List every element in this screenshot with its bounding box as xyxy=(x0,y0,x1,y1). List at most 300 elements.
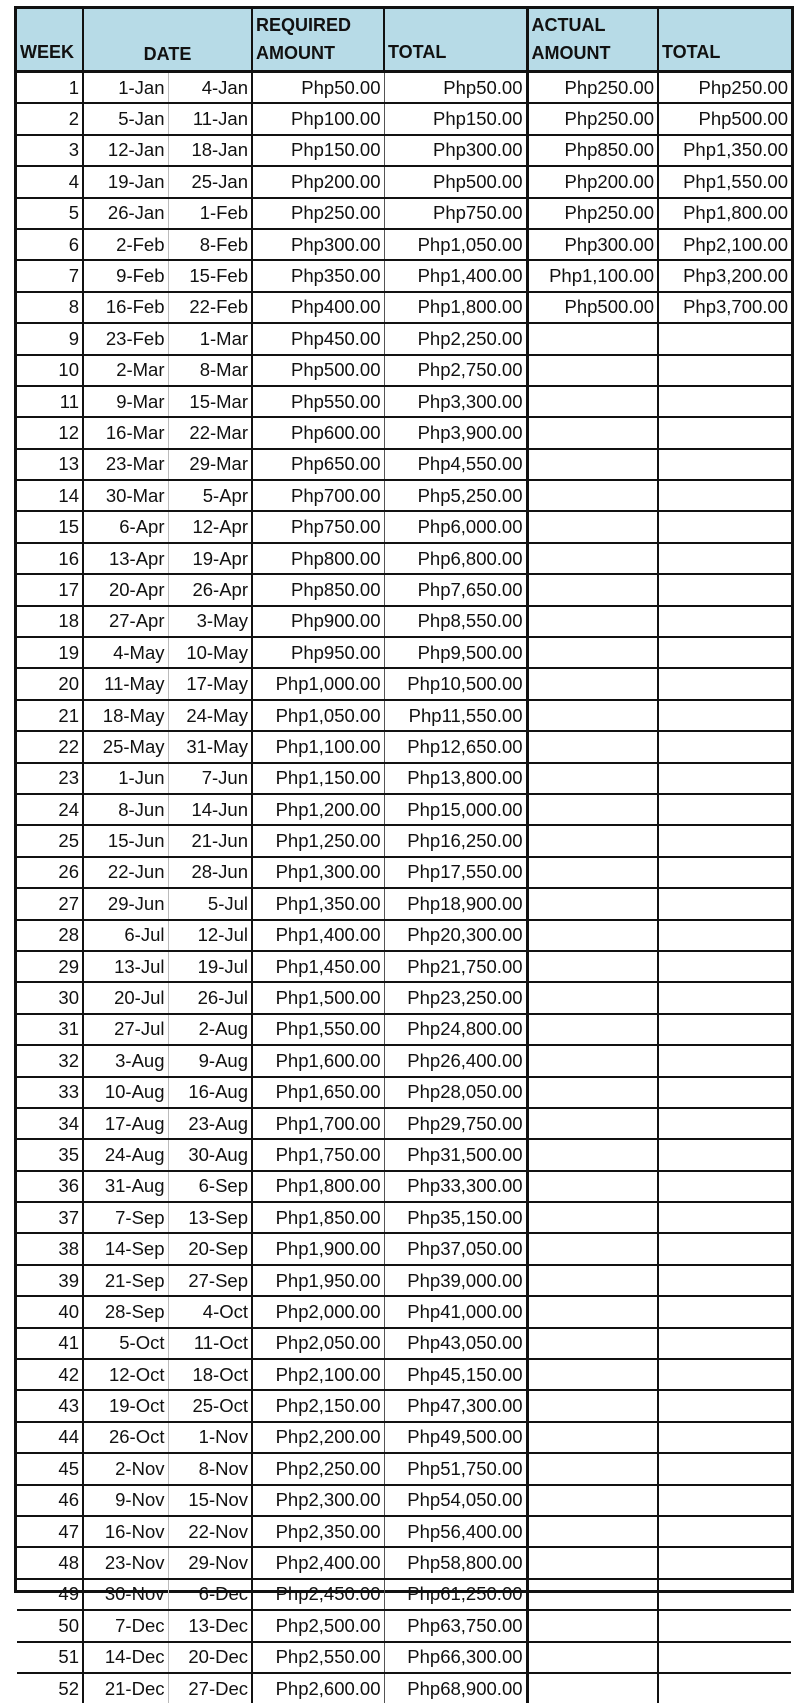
start-date-cell[interactable]: 9-Mar xyxy=(83,386,168,417)
start-date-cell[interactable]: 10-Aug xyxy=(83,1077,168,1108)
start-date-cell[interactable]: 13-Apr xyxy=(83,543,168,574)
start-date-cell[interactable]: 5-Oct xyxy=(83,1328,168,1359)
actual-total-cell[interactable] xyxy=(658,668,791,699)
end-date-cell[interactable]: 10-May xyxy=(168,637,252,668)
end-date-cell[interactable]: 27-Dec xyxy=(168,1673,252,1703)
end-date-cell[interactable]: 22-Mar xyxy=(168,417,252,448)
week-cell[interactable]: 6 xyxy=(17,229,83,260)
week-cell[interactable]: 35 xyxy=(17,1139,83,1170)
actual-amount-cell[interactable]: Php850.00 xyxy=(527,135,658,166)
required-total-cell[interactable]: Php35,150.00 xyxy=(384,1202,527,1233)
week-cell[interactable]: 8 xyxy=(17,292,83,323)
required-total-cell[interactable]: Php300.00 xyxy=(384,135,527,166)
start-date-cell[interactable]: 11-May xyxy=(83,668,168,699)
actual-total-cell[interactable] xyxy=(658,1485,791,1516)
actual-amount-cell[interactable] xyxy=(527,668,658,699)
end-date-cell[interactable]: 12-Apr xyxy=(168,511,252,542)
actual-total-cell[interactable] xyxy=(658,888,791,919)
week-cell[interactable]: 24 xyxy=(17,794,83,825)
start-date-cell[interactable]: 4-May xyxy=(83,637,168,668)
required-total-cell[interactable]: Php56,400.00 xyxy=(384,1516,527,1547)
actual-total-cell[interactable]: Php1,800.00 xyxy=(658,198,791,229)
end-date-cell[interactable]: 6-Dec xyxy=(168,1579,252,1610)
start-date-cell[interactable]: 2-Mar xyxy=(83,355,168,386)
actual-amount-cell[interactable]: Php200.00 xyxy=(527,166,658,197)
start-date-cell[interactable]: 26-Jan xyxy=(83,198,168,229)
actual-total-cell[interactable] xyxy=(658,480,791,511)
week-cell[interactable]: 41 xyxy=(17,1328,83,1359)
required-amount-cell[interactable]: Php1,900.00 xyxy=(252,1233,384,1264)
actual-total-cell[interactable] xyxy=(658,1202,791,1233)
required-total-cell[interactable]: Php8,550.00 xyxy=(384,606,527,637)
actual-amount-cell[interactable] xyxy=(527,763,658,794)
end-date-cell[interactable]: 8-Nov xyxy=(168,1453,252,1484)
week-cell[interactable]: 44 xyxy=(17,1422,83,1453)
required-total-cell[interactable]: Php47,300.00 xyxy=(384,1390,527,1421)
required-amount-cell[interactable]: Php1,350.00 xyxy=(252,888,384,919)
start-date-cell[interactable]: 30-Mar xyxy=(83,480,168,511)
required-total-cell[interactable]: Php2,250.00 xyxy=(384,323,527,354)
end-date-cell[interactable]: 3-May xyxy=(168,606,252,637)
end-date-cell[interactable]: 15-Feb xyxy=(168,260,252,291)
actual-amount-cell[interactable] xyxy=(527,951,658,982)
required-amount-cell[interactable]: Php400.00 xyxy=(252,292,384,323)
start-date-cell[interactable]: 3-Aug xyxy=(83,1045,168,1076)
actual-amount-cell[interactable] xyxy=(527,1265,658,1296)
week-cell[interactable]: 10 xyxy=(17,355,83,386)
start-date-cell[interactable]: 2-Feb xyxy=(83,229,168,260)
actual-total-cell[interactable] xyxy=(658,1233,791,1264)
actual-amount-cell[interactable] xyxy=(527,1547,658,1578)
end-date-cell[interactable]: 15-Nov xyxy=(168,1485,252,1516)
required-total-cell[interactable]: Php7,650.00 xyxy=(384,574,527,605)
required-amount-cell[interactable]: Php1,800.00 xyxy=(252,1171,384,1202)
end-date-cell[interactable]: 12-Jul xyxy=(168,920,252,951)
week-cell[interactable]: 2 xyxy=(17,103,83,134)
start-date-cell[interactable]: 20-Apr xyxy=(83,574,168,605)
actual-total-cell[interactable]: Php3,700.00 xyxy=(658,292,791,323)
required-amount-cell[interactable]: Php200.00 xyxy=(252,166,384,197)
end-date-cell[interactable]: 5-Apr xyxy=(168,480,252,511)
actual-total-cell[interactable] xyxy=(658,543,791,574)
actual-amount-cell[interactable]: Php250.00 xyxy=(527,103,658,134)
actual-total-cell[interactable] xyxy=(658,1642,791,1673)
required-amount-cell[interactable]: Php50.00 xyxy=(252,72,384,104)
required-amount-cell[interactable]: Php700.00 xyxy=(252,480,384,511)
required-total-cell[interactable]: Php41,000.00 xyxy=(384,1296,527,1327)
required-total-cell[interactable]: Php31,500.00 xyxy=(384,1139,527,1170)
required-total-cell[interactable]: Php63,750.00 xyxy=(384,1610,527,1641)
start-date-cell[interactable]: 25-May xyxy=(83,731,168,762)
week-cell[interactable]: 32 xyxy=(17,1045,83,1076)
required-amount-cell[interactable]: Php2,250.00 xyxy=(252,1453,384,1484)
end-date-cell[interactable]: 22-Nov xyxy=(168,1516,252,1547)
required-amount-cell[interactable]: Php250.00 xyxy=(252,198,384,229)
actual-amount-cell[interactable] xyxy=(527,1359,658,1390)
required-total-cell[interactable]: Php49,500.00 xyxy=(384,1422,527,1453)
actual-total-cell[interactable] xyxy=(658,1296,791,1327)
week-cell[interactable]: 17 xyxy=(17,574,83,605)
week-cell[interactable]: 20 xyxy=(17,668,83,699)
required-total-cell[interactable]: Php1,800.00 xyxy=(384,292,527,323)
week-cell[interactable]: 33 xyxy=(17,1077,83,1108)
actual-amount-cell[interactable] xyxy=(527,417,658,448)
required-amount-cell[interactable]: Php2,350.00 xyxy=(252,1516,384,1547)
actual-amount-cell[interactable] xyxy=(527,1642,658,1673)
actual-total-cell[interactable] xyxy=(658,574,791,605)
start-date-cell[interactable]: 16-Feb xyxy=(83,292,168,323)
required-total-cell[interactable]: Php39,000.00 xyxy=(384,1265,527,1296)
start-date-cell[interactable]: 5-Jan xyxy=(83,103,168,134)
end-date-cell[interactable]: 13-Dec xyxy=(168,1610,252,1641)
start-date-cell[interactable]: 9-Feb xyxy=(83,260,168,291)
required-amount-cell[interactable]: Php1,150.00 xyxy=(252,763,384,794)
week-cell[interactable]: 14 xyxy=(17,480,83,511)
end-date-cell[interactable]: 30-Aug xyxy=(168,1139,252,1170)
end-date-cell[interactable]: 25-Jan xyxy=(168,166,252,197)
start-date-cell[interactable]: 16-Nov xyxy=(83,1516,168,1547)
start-date-cell[interactable]: 19-Oct xyxy=(83,1390,168,1421)
start-date-cell[interactable]: 13-Jul xyxy=(83,951,168,982)
actual-amount-cell[interactable] xyxy=(527,982,658,1013)
actual-amount-cell[interactable] xyxy=(527,1014,658,1045)
end-date-cell[interactable]: 23-Aug xyxy=(168,1108,252,1139)
start-date-cell[interactable]: 21-Dec xyxy=(83,1673,168,1703)
required-total-cell[interactable]: Php15,000.00 xyxy=(384,794,527,825)
end-date-cell[interactable]: 26-Jul xyxy=(168,982,252,1013)
required-total-cell[interactable]: Php26,400.00 xyxy=(384,1045,527,1076)
end-date-cell[interactable]: 16-Aug xyxy=(168,1077,252,1108)
actual-amount-cell[interactable] xyxy=(527,825,658,856)
week-cell[interactable]: 45 xyxy=(17,1453,83,1484)
week-cell[interactable]: 4 xyxy=(17,166,83,197)
required-amount-cell[interactable]: Php1,400.00 xyxy=(252,920,384,951)
required-amount-cell[interactable]: Php2,500.00 xyxy=(252,1610,384,1641)
week-cell[interactable]: 51 xyxy=(17,1642,83,1673)
start-date-cell[interactable]: 31-Aug xyxy=(83,1171,168,1202)
actual-amount-cell[interactable]: Php300.00 xyxy=(527,229,658,260)
actual-total-cell[interactable] xyxy=(658,1547,791,1578)
end-date-cell[interactable]: 1-Feb xyxy=(168,198,252,229)
week-cell[interactable]: 29 xyxy=(17,951,83,982)
actual-total-cell[interactable] xyxy=(658,1579,791,1610)
required-total-cell[interactable]: Php24,800.00 xyxy=(384,1014,527,1045)
week-cell[interactable]: 25 xyxy=(17,825,83,856)
actual-total-cell[interactable] xyxy=(658,920,791,951)
end-date-cell[interactable]: 4-Oct xyxy=(168,1296,252,1327)
required-total-cell[interactable]: Php61,250.00 xyxy=(384,1579,527,1610)
start-date-cell[interactable]: 7-Sep xyxy=(83,1202,168,1233)
required-total-cell[interactable]: Php6,000.00 xyxy=(384,511,527,542)
required-total-cell[interactable]: Php11,550.00 xyxy=(384,700,527,731)
week-cell[interactable]: 11 xyxy=(17,386,83,417)
end-date-cell[interactable]: 1-Mar xyxy=(168,323,252,354)
actual-amount-cell[interactable] xyxy=(527,1045,658,1076)
end-date-cell[interactable]: 18-Oct xyxy=(168,1359,252,1390)
actual-total-cell[interactable] xyxy=(658,449,791,480)
end-date-cell[interactable]: 28-Jun xyxy=(168,857,252,888)
actual-amount-cell[interactable] xyxy=(527,511,658,542)
actual-total-cell[interactable] xyxy=(658,1077,791,1108)
actual-amount-cell[interactable] xyxy=(527,449,658,480)
start-date-cell[interactable]: 6-Apr xyxy=(83,511,168,542)
required-amount-cell[interactable]: Php950.00 xyxy=(252,637,384,668)
start-date-cell[interactable]: 8-Jun xyxy=(83,794,168,825)
actual-amount-cell[interactable] xyxy=(527,1485,658,1516)
required-amount-cell[interactable]: Php2,100.00 xyxy=(252,1359,384,1390)
week-cell[interactable]: 21 xyxy=(17,700,83,731)
required-total-cell[interactable]: Php66,300.00 xyxy=(384,1642,527,1673)
required-amount-cell[interactable]: Php2,000.00 xyxy=(252,1296,384,1327)
actual-total-cell[interactable] xyxy=(658,417,791,448)
required-amount-cell[interactable]: Php500.00 xyxy=(252,355,384,386)
required-total-cell[interactable]: Php1,050.00 xyxy=(384,229,527,260)
week-cell[interactable]: 3 xyxy=(17,135,83,166)
end-date-cell[interactable]: 18-Jan xyxy=(168,135,252,166)
actual-total-cell[interactable]: Php1,350.00 xyxy=(658,135,791,166)
actual-total-cell[interactable] xyxy=(658,1516,791,1547)
actual-amount-cell[interactable] xyxy=(527,1579,658,1610)
actual-total-cell[interactable] xyxy=(658,1108,791,1139)
end-date-cell[interactable]: 11-Oct xyxy=(168,1328,252,1359)
required-total-cell[interactable]: Php6,800.00 xyxy=(384,543,527,574)
actual-total-cell[interactable] xyxy=(658,606,791,637)
start-date-cell[interactable]: 20-Jul xyxy=(83,982,168,1013)
start-date-cell[interactable]: 30-Nov xyxy=(83,1579,168,1610)
actual-total-cell[interactable] xyxy=(658,1673,791,1703)
required-amount-cell[interactable]: Php2,050.00 xyxy=(252,1328,384,1359)
actual-total-cell[interactable] xyxy=(658,825,791,856)
required-total-cell[interactable]: Php1,400.00 xyxy=(384,260,527,291)
actual-amount-cell[interactable]: Php250.00 xyxy=(527,198,658,229)
required-amount-cell[interactable]: Php1,550.00 xyxy=(252,1014,384,1045)
required-amount-cell[interactable]: Php2,600.00 xyxy=(252,1673,384,1703)
week-cell[interactable]: 15 xyxy=(17,511,83,542)
required-total-cell[interactable]: Php150.00 xyxy=(384,103,527,134)
required-total-cell[interactable]: Php45,150.00 xyxy=(384,1359,527,1390)
actual-total-cell[interactable] xyxy=(658,1045,791,1076)
actual-amount-cell[interactable] xyxy=(527,1422,658,1453)
actual-total-cell[interactable] xyxy=(658,386,791,417)
actual-amount-cell[interactable]: Php1,100.00 xyxy=(527,260,658,291)
end-date-cell[interactable]: 15-Mar xyxy=(168,386,252,417)
start-date-cell[interactable]: 27-Apr xyxy=(83,606,168,637)
required-total-cell[interactable]: Php33,300.00 xyxy=(384,1171,527,1202)
week-cell[interactable]: 27 xyxy=(17,888,83,919)
required-total-cell[interactable]: Php54,050.00 xyxy=(384,1485,527,1516)
required-amount-cell[interactable]: Php650.00 xyxy=(252,449,384,480)
actual-total-cell[interactable] xyxy=(658,1014,791,1045)
actual-amount-cell[interactable] xyxy=(527,1108,658,1139)
required-total-cell[interactable]: Php58,800.00 xyxy=(384,1547,527,1578)
required-total-cell[interactable]: Php16,250.00 xyxy=(384,825,527,856)
required-total-cell[interactable]: Php3,900.00 xyxy=(384,417,527,448)
week-cell[interactable]: 28 xyxy=(17,920,83,951)
week-cell[interactable]: 13 xyxy=(17,449,83,480)
actual-amount-cell[interactable] xyxy=(527,1139,658,1170)
required-amount-cell[interactable]: Php850.00 xyxy=(252,574,384,605)
required-amount-cell[interactable]: Php1,200.00 xyxy=(252,794,384,825)
actual-amount-cell[interactable] xyxy=(527,1516,658,1547)
end-date-cell[interactable]: 19-Jul xyxy=(168,951,252,982)
start-date-cell[interactable]: 19-Jan xyxy=(83,166,168,197)
end-date-cell[interactable]: 9-Aug xyxy=(168,1045,252,1076)
actual-amount-cell[interactable] xyxy=(527,323,658,354)
actual-amount-cell[interactable] xyxy=(527,480,658,511)
week-cell[interactable]: 36 xyxy=(17,1171,83,1202)
required-amount-cell[interactable]: Php1,600.00 xyxy=(252,1045,384,1076)
start-date-cell[interactable]: 6-Jul xyxy=(83,920,168,951)
required-amount-cell[interactable]: Php1,050.00 xyxy=(252,700,384,731)
actual-total-cell[interactable] xyxy=(658,1265,791,1296)
start-date-cell[interactable]: 14-Sep xyxy=(83,1233,168,1264)
required-amount-cell[interactable]: Php600.00 xyxy=(252,417,384,448)
required-amount-cell[interactable]: Php2,200.00 xyxy=(252,1422,384,1453)
start-date-cell[interactable]: 21-Sep xyxy=(83,1265,168,1296)
required-amount-cell[interactable]: Php2,400.00 xyxy=(252,1547,384,1578)
start-date-cell[interactable]: 28-Sep xyxy=(83,1296,168,1327)
actual-amount-cell[interactable]: Php250.00 xyxy=(527,72,658,104)
end-date-cell[interactable]: 6-Sep xyxy=(168,1171,252,1202)
start-date-cell[interactable]: 1-Jan xyxy=(83,72,168,104)
end-date-cell[interactable]: 13-Sep xyxy=(168,1202,252,1233)
required-amount-cell[interactable]: Php750.00 xyxy=(252,511,384,542)
end-date-cell[interactable]: 8-Mar xyxy=(168,355,252,386)
required-total-cell[interactable]: Php21,750.00 xyxy=(384,951,527,982)
week-cell[interactable]: 22 xyxy=(17,731,83,762)
actual-amount-cell[interactable] xyxy=(527,1202,658,1233)
end-date-cell[interactable]: 4-Jan xyxy=(168,72,252,104)
required-amount-cell[interactable]: Php150.00 xyxy=(252,135,384,166)
start-date-cell[interactable]: 2-Nov xyxy=(83,1453,168,1484)
week-cell[interactable]: 12 xyxy=(17,417,83,448)
end-date-cell[interactable]: 20-Dec xyxy=(168,1642,252,1673)
end-date-cell[interactable]: 24-May xyxy=(168,700,252,731)
end-date-cell[interactable]: 11-Jan xyxy=(168,103,252,134)
week-cell[interactable]: 19 xyxy=(17,637,83,668)
week-cell[interactable]: 7 xyxy=(17,260,83,291)
required-total-cell[interactable]: Php2,750.00 xyxy=(384,355,527,386)
start-date-cell[interactable]: 23-Mar xyxy=(83,449,168,480)
start-date-cell[interactable]: 23-Feb xyxy=(83,323,168,354)
week-cell[interactable]: 18 xyxy=(17,606,83,637)
end-date-cell[interactable]: 7-Jun xyxy=(168,763,252,794)
required-total-cell[interactable]: Php23,250.00 xyxy=(384,982,527,1013)
week-cell[interactable]: 31 xyxy=(17,1014,83,1045)
required-amount-cell[interactable]: Php1,450.00 xyxy=(252,951,384,982)
week-cell[interactable]: 37 xyxy=(17,1202,83,1233)
required-total-cell[interactable]: Php5,250.00 xyxy=(384,480,527,511)
end-date-cell[interactable]: 5-Jul xyxy=(168,888,252,919)
start-date-cell[interactable]: 23-Nov xyxy=(83,1547,168,1578)
required-amount-cell[interactable]: Php1,000.00 xyxy=(252,668,384,699)
end-date-cell[interactable]: 2-Aug xyxy=(168,1014,252,1045)
end-date-cell[interactable]: 22-Feb xyxy=(168,292,252,323)
actual-amount-cell[interactable] xyxy=(527,1077,658,1108)
week-cell[interactable]: 5 xyxy=(17,198,83,229)
required-amount-cell[interactable]: Php2,450.00 xyxy=(252,1579,384,1610)
start-date-cell[interactable]: 27-Jul xyxy=(83,1014,168,1045)
required-total-cell[interactable]: Php37,050.00 xyxy=(384,1233,527,1264)
required-amount-cell[interactable]: Php100.00 xyxy=(252,103,384,134)
week-cell[interactable]: 48 xyxy=(17,1547,83,1578)
required-amount-cell[interactable]: Php1,500.00 xyxy=(252,982,384,1013)
actual-total-cell[interactable] xyxy=(658,637,791,668)
actual-amount-cell[interactable] xyxy=(527,700,658,731)
start-date-cell[interactable]: 17-Aug xyxy=(83,1108,168,1139)
week-cell[interactable]: 9 xyxy=(17,323,83,354)
required-amount-cell[interactable]: Php550.00 xyxy=(252,386,384,417)
required-amount-cell[interactable]: Php1,250.00 xyxy=(252,825,384,856)
start-date-cell[interactable]: 29-Jun xyxy=(83,888,168,919)
actual-amount-cell[interactable] xyxy=(527,355,658,386)
week-cell[interactable]: 43 xyxy=(17,1390,83,1421)
end-date-cell[interactable]: 31-May xyxy=(168,731,252,762)
end-date-cell[interactable]: 27-Sep xyxy=(168,1265,252,1296)
actual-amount-cell[interactable] xyxy=(527,386,658,417)
actual-total-cell[interactable] xyxy=(658,1610,791,1641)
required-total-cell[interactable]: Php29,750.00 xyxy=(384,1108,527,1139)
required-amount-cell[interactable]: Php1,100.00 xyxy=(252,731,384,762)
actual-amount-cell[interactable] xyxy=(527,606,658,637)
week-cell[interactable]: 39 xyxy=(17,1265,83,1296)
start-date-cell[interactable]: 18-May xyxy=(83,700,168,731)
week-cell[interactable]: 50 xyxy=(17,1610,83,1641)
required-amount-cell[interactable]: Php800.00 xyxy=(252,543,384,574)
required-total-cell[interactable]: Php4,550.00 xyxy=(384,449,527,480)
actual-total-cell[interactable] xyxy=(658,794,791,825)
required-total-cell[interactable]: Php13,800.00 xyxy=(384,763,527,794)
required-total-cell[interactable]: Php50.00 xyxy=(384,72,527,104)
required-total-cell[interactable]: Php68,900.00 xyxy=(384,1673,527,1703)
end-date-cell[interactable]: 14-Jun xyxy=(168,794,252,825)
actual-total-cell[interactable] xyxy=(658,763,791,794)
actual-total-cell[interactable] xyxy=(658,700,791,731)
actual-total-cell[interactable] xyxy=(658,1453,791,1484)
required-total-cell[interactable]: Php9,500.00 xyxy=(384,637,527,668)
actual-amount-cell[interactable] xyxy=(527,543,658,574)
end-date-cell[interactable]: 19-Apr xyxy=(168,543,252,574)
start-date-cell[interactable]: 1-Jun xyxy=(83,763,168,794)
required-amount-cell[interactable]: Php1,850.00 xyxy=(252,1202,384,1233)
actual-amount-cell[interactable] xyxy=(527,574,658,605)
actual-amount-cell[interactable] xyxy=(527,1328,658,1359)
start-date-cell[interactable]: 14-Dec xyxy=(83,1642,168,1673)
actual-amount-cell[interactable]: Php500.00 xyxy=(527,292,658,323)
actual-total-cell[interactable]: Php500.00 xyxy=(658,103,791,134)
required-total-cell[interactable]: Php20,300.00 xyxy=(384,920,527,951)
actual-amount-cell[interactable] xyxy=(527,1673,658,1703)
actual-amount-cell[interactable] xyxy=(527,1171,658,1202)
actual-total-cell[interactable] xyxy=(658,857,791,888)
week-cell[interactable]: 49 xyxy=(17,1579,83,1610)
actual-total-cell[interactable] xyxy=(658,731,791,762)
required-total-cell[interactable]: Php3,300.00 xyxy=(384,386,527,417)
actual-total-cell[interactable]: Php3,200.00 xyxy=(658,260,791,291)
required-total-cell[interactable]: Php28,050.00 xyxy=(384,1077,527,1108)
week-cell[interactable]: 1 xyxy=(17,72,83,104)
required-amount-cell[interactable]: Php300.00 xyxy=(252,229,384,260)
required-amount-cell[interactable]: Php350.00 xyxy=(252,260,384,291)
end-date-cell[interactable]: 26-Apr xyxy=(168,574,252,605)
week-cell[interactable]: 42 xyxy=(17,1359,83,1390)
required-amount-cell[interactable]: Php1,750.00 xyxy=(252,1139,384,1170)
actual-total-cell[interactable] xyxy=(658,1390,791,1421)
week-cell[interactable]: 40 xyxy=(17,1296,83,1327)
actual-total-cell[interactable]: Php250.00 xyxy=(658,72,791,104)
end-date-cell[interactable]: 29-Nov xyxy=(168,1547,252,1578)
end-date-cell[interactable]: 1-Nov xyxy=(168,1422,252,1453)
